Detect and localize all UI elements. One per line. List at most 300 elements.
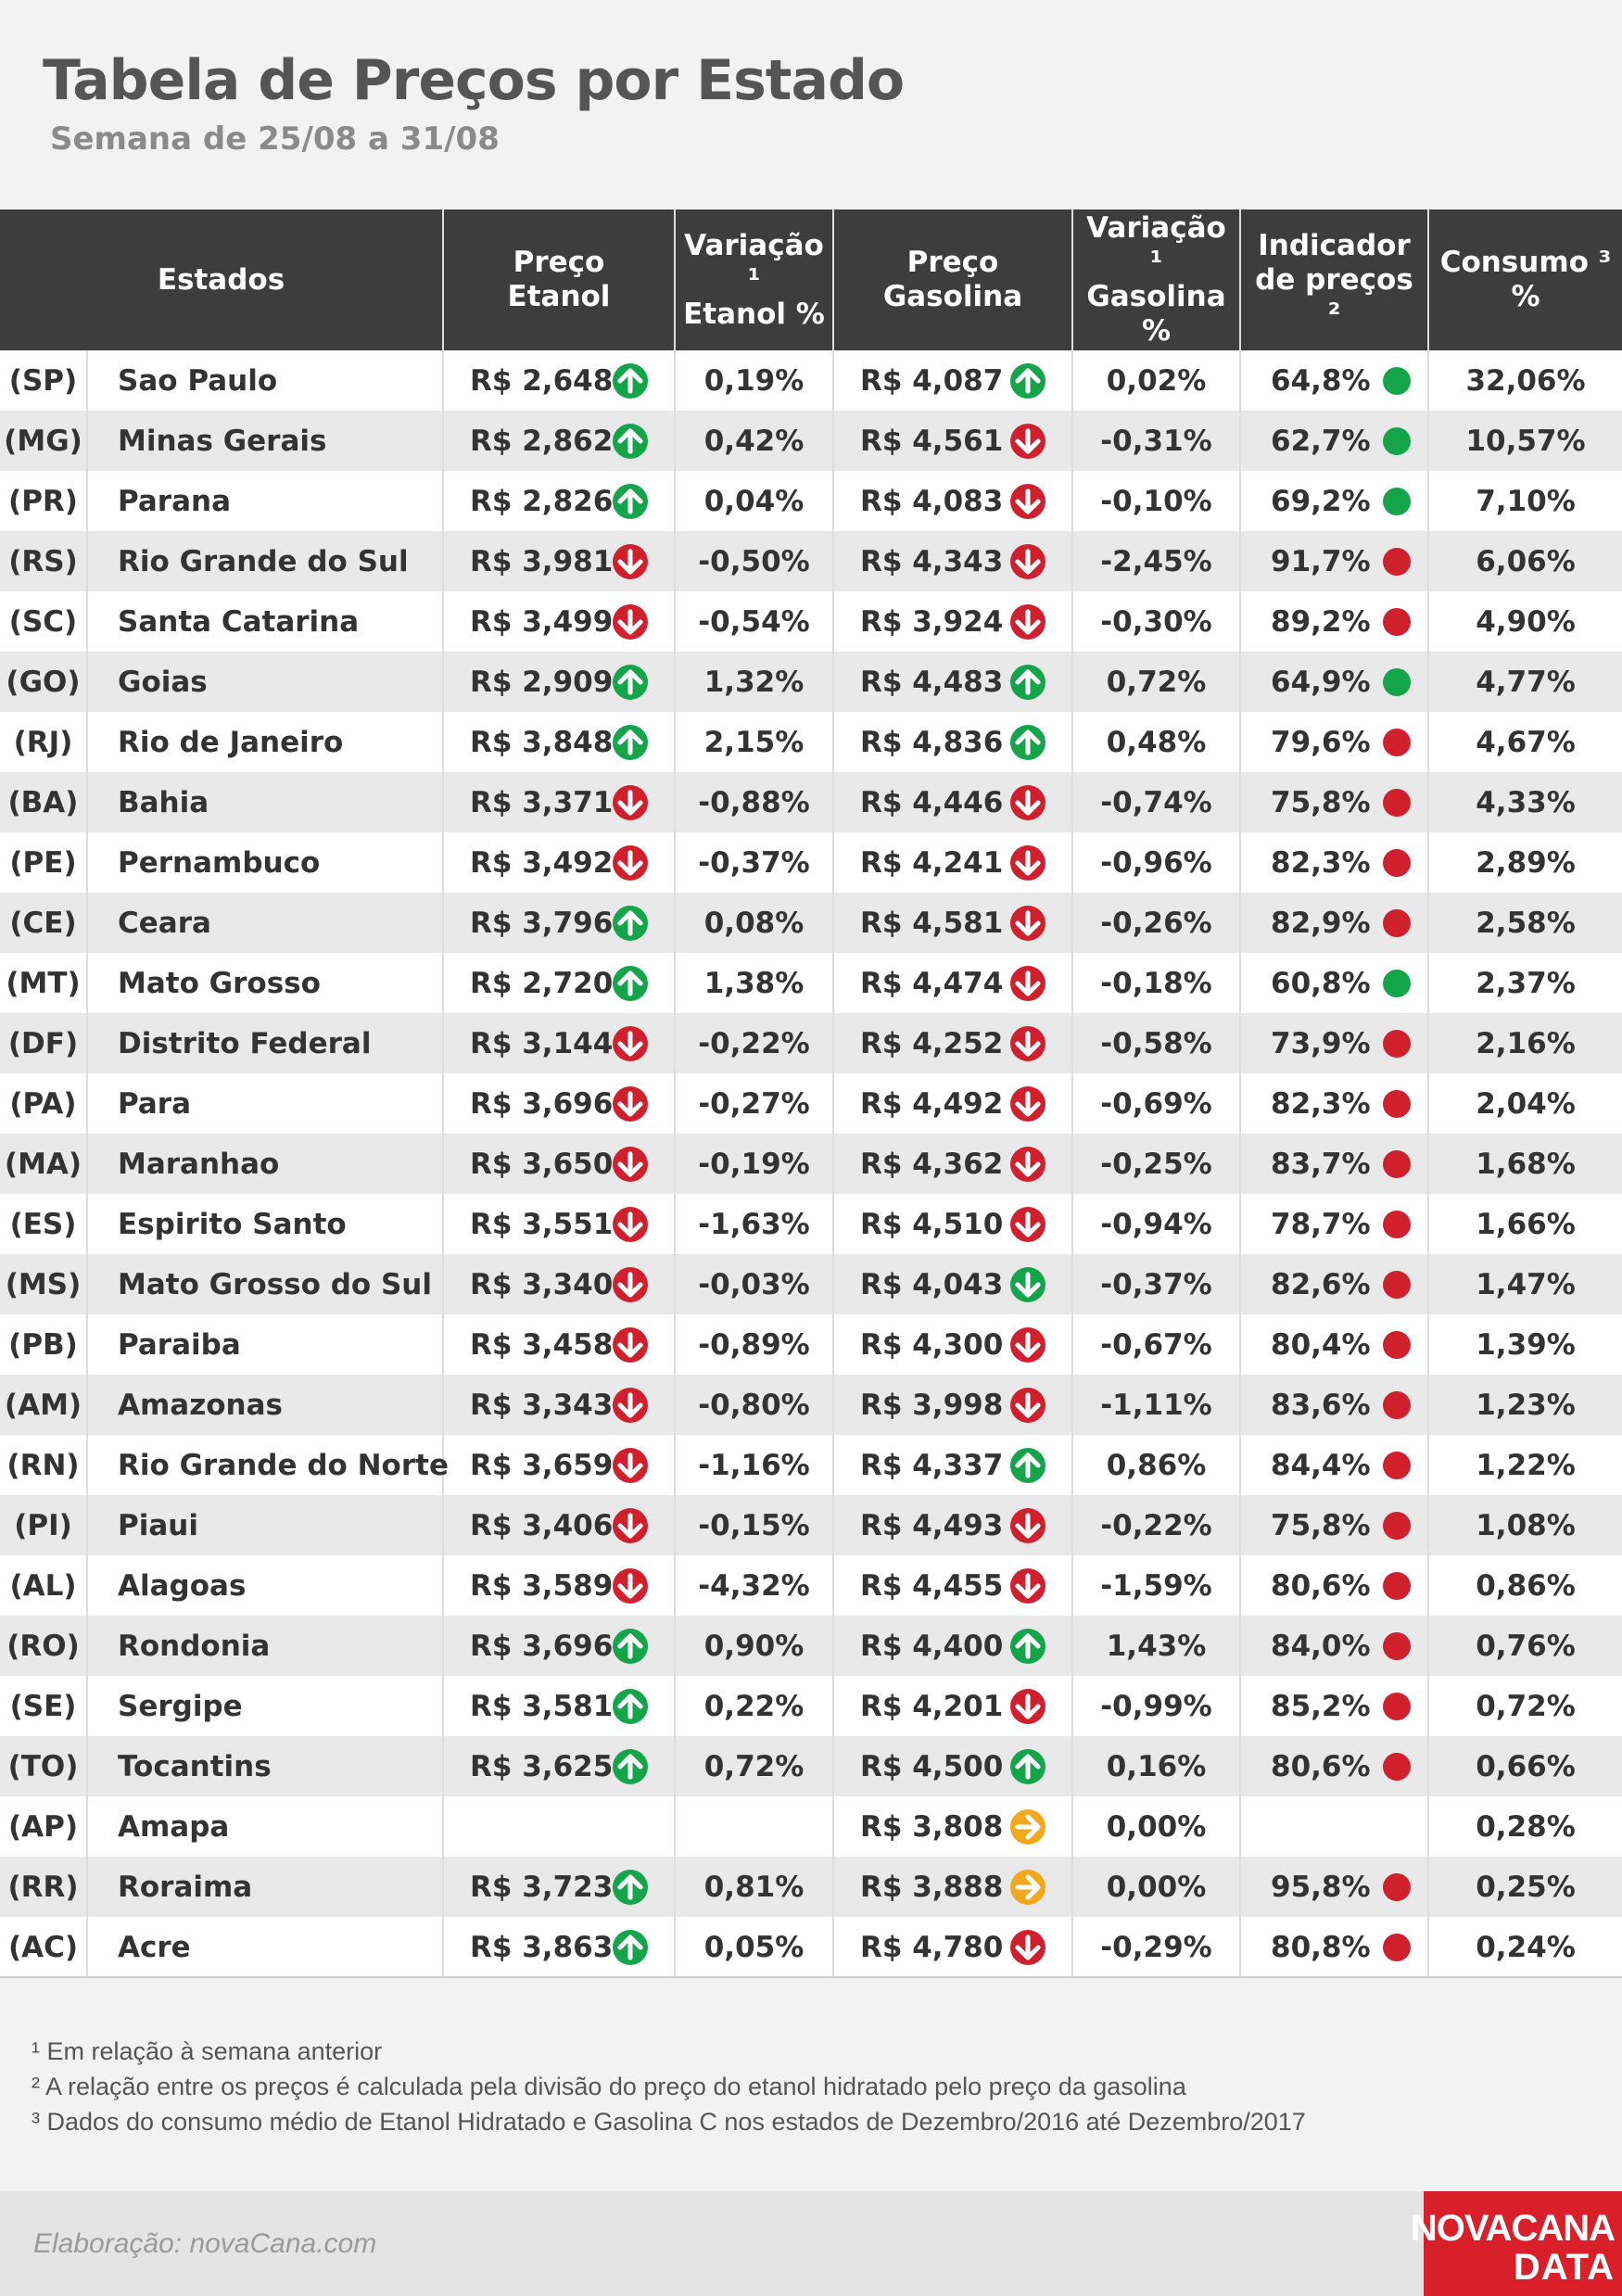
etanol-price: R$ 3,723 <box>470 1870 614 1904</box>
gasolina-price-wrap <box>834 1026 1071 1061</box>
price-indicator-cell <box>1240 953 1428 1013</box>
price-indicator-wrap <box>1241 425 1427 458</box>
gasolina-variation-cell <box>1072 1073 1240 1134</box>
gasolina-variation: 0,00% <box>1106 1870 1207 1904</box>
table-row <box>0 1073 1622 1134</box>
gasolina-price-cell <box>833 1495 1072 1555</box>
gasolina-price-cell <box>833 1917 1072 1977</box>
state-code: (DF) <box>7 1026 79 1060</box>
red-dot-icon <box>1383 1331 1411 1359</box>
etanol-variation: -0,88% <box>698 785 810 819</box>
state-name-cell <box>87 652 443 712</box>
logo-line-1: NOVACANA <box>1410 2208 1615 2249</box>
gasolina-price-wrap <box>834 725 1071 760</box>
price-indicator: 64,8% <box>1271 363 1371 398</box>
state-code-cell <box>0 712 87 772</box>
arrow-up-icon <box>613 1689 648 1724</box>
price-indicator-cell <box>1240 1555 1428 1616</box>
gasolina-variation-cell <box>1072 1134 1240 1194</box>
gasolina-price-wrap <box>834 1448 1071 1483</box>
etanol-price-cell <box>443 1917 675 1977</box>
gasolina-variation-cell <box>1072 1013 1240 1073</box>
etanol-variation-cell <box>675 1917 833 1977</box>
state-code: (SC) <box>8 604 78 639</box>
gasolina-price: R$ 3,998 <box>860 1388 1004 1422</box>
red-dot-icon <box>1383 1452 1411 1479</box>
state-name: Amazonas <box>118 1388 283 1422</box>
etanol-price: R$ 3,796 <box>470 906 614 940</box>
price-indicator-wrap <box>1241 1328 1427 1362</box>
consumption-cell <box>1428 471 1622 531</box>
gasolina-variation: -0,58% <box>1100 1026 1212 1060</box>
state-name: Sergipe <box>118 1689 243 1723</box>
etanol-price-wrap <box>444 424 674 459</box>
state-code: (CE) <box>9 906 77 940</box>
gasolina-variation-cell <box>1072 893 1240 953</box>
gasolina-variation-cell <box>1072 953 1240 1013</box>
gasolina-variation: -0,99% <box>1100 1689 1212 1723</box>
etanol-variation-cell <box>675 1857 833 1917</box>
arrow-up-icon <box>613 725 648 760</box>
col-header-var-gasolina: Variação ¹ Gasolina % <box>1072 209 1240 350</box>
gasolina-variation: -0,26% <box>1100 906 1212 940</box>
state-code-cell <box>0 1134 87 1194</box>
table-row <box>0 772 1622 832</box>
red-dot-icon <box>1383 1211 1411 1238</box>
gasolina-price-cell <box>833 1134 1072 1194</box>
consumption-cell <box>1428 832 1622 893</box>
gasolina-variation: 0,72% <box>1106 665 1207 699</box>
state-code-cell <box>0 893 87 953</box>
gasolina-variation-cell <box>1072 1194 1240 1254</box>
red-dot-icon <box>1383 1090 1411 1118</box>
etanol-variation: -0,89% <box>698 1327 810 1362</box>
gasolina-price: R$ 4,400 <box>860 1629 1004 1663</box>
etanol-price-wrap <box>444 1448 674 1483</box>
arrow-down-icon <box>1010 1327 1045 1363</box>
etanol-variation: -0,37% <box>698 845 810 880</box>
col-header-indicador: Indicador de preços ² <box>1240 209 1428 350</box>
consumption: 0,24% <box>1476 1930 1576 1964</box>
price-indicator-wrap <box>1241 1690 1427 1723</box>
etanol-price: R$ 3,863 <box>470 1930 614 1964</box>
state-name: Espirito Santo <box>118 1207 347 1241</box>
price-indicator: 91,7% <box>1271 544 1371 578</box>
price-indicator: 83,6% <box>1271 1388 1371 1422</box>
state-name: Rio de Janeiro <box>118 725 344 759</box>
state-name-cell <box>87 1254 443 1314</box>
state-code: (MS) <box>5 1267 82 1301</box>
gasolina-variation: -0,67% <box>1100 1327 1212 1362</box>
etanol-variation-cell <box>675 1134 833 1194</box>
etanol-price-cell <box>443 893 675 953</box>
table-row <box>0 1013 1622 1073</box>
state-code-cell <box>0 1375 87 1435</box>
state-code: (ES) <box>9 1207 77 1241</box>
arrow-down-icon <box>1010 1207 1045 1242</box>
etanol-variation-cell <box>675 953 833 1013</box>
price-indicator-cell <box>1240 712 1428 772</box>
etanol-price: R$ 2,720 <box>470 966 614 1000</box>
etanol-price-cell <box>443 953 675 1013</box>
etanol-price-wrap <box>444 1629 674 1664</box>
gasolina-price-wrap <box>834 665 1071 700</box>
etanol-price-wrap <box>444 1207 674 1242</box>
etanol-price-wrap <box>444 1147 674 1182</box>
gasolina-price: R$ 4,780 <box>860 1930 1004 1964</box>
arrow-down-icon <box>1010 785 1045 820</box>
col-header-var-etanol: Variação ¹ Etanol % <box>675 209 833 350</box>
etanol-variation: 0,90% <box>703 1629 805 1663</box>
gasolina-price-cell <box>833 712 1072 772</box>
etanol-price-wrap <box>444 1689 674 1724</box>
etanol-price-cell <box>443 832 675 893</box>
gasolina-price-cell <box>833 772 1072 832</box>
arrow-down-icon <box>1010 484 1045 519</box>
etanol-price-cell <box>443 1073 675 1134</box>
price-indicator: 73,9% <box>1271 1026 1371 1060</box>
gasolina-price: R$ 3,924 <box>860 604 1004 639</box>
gasolina-price-wrap <box>834 1629 1071 1664</box>
gasolina-price-wrap <box>834 424 1071 459</box>
gasolina-price-cell <box>833 832 1072 893</box>
gasolina-price: R$ 4,252 <box>860 1026 1004 1060</box>
etanol-variation-cell <box>675 1676 833 1736</box>
etanol-price-cell <box>443 772 675 832</box>
price-indicator-cell <box>1240 1796 1428 1857</box>
state-name-cell <box>87 531 443 591</box>
etanol-price-wrap <box>444 906 674 941</box>
gasolina-variation-cell <box>1072 832 1240 893</box>
table-header-row <box>0 209 1622 350</box>
divider <box>0 1976 1622 1978</box>
price-indicator-cell <box>1240 1917 1428 1977</box>
price-indicator-cell <box>1240 1194 1428 1254</box>
state-name-cell <box>87 832 443 893</box>
state-name-cell <box>87 1134 443 1194</box>
consumption: 2,58% <box>1476 906 1576 940</box>
table-body <box>0 350 1622 1977</box>
gasolina-price: R$ 4,337 <box>860 1448 1004 1482</box>
state-code: (BA) <box>7 785 79 819</box>
state-code-cell <box>0 350 87 411</box>
state-code-cell <box>0 1796 87 1857</box>
consumption-cell <box>1428 1435 1622 1495</box>
state-name: Paraiba <box>118 1327 241 1362</box>
logo-line-2: DATA <box>1513 2247 1615 2288</box>
state-name: Santa Catarina <box>118 604 360 639</box>
state-code: (MT) <box>6 966 81 1000</box>
gasolina-variation: -0,69% <box>1100 1086 1212 1121</box>
arrow-up-icon <box>613 1629 648 1664</box>
etanol-variation-cell <box>675 832 833 893</box>
price-indicator-cell <box>1240 1435 1428 1495</box>
state-code: (MG) <box>4 424 82 458</box>
state-name: Rondonia <box>118 1629 271 1663</box>
red-dot-icon <box>1383 1632 1411 1660</box>
consumption: 7,10% <box>1476 484 1576 518</box>
etanol-price: R$ 3,406 <box>470 1508 614 1542</box>
arrow-down-icon <box>613 785 648 820</box>
etanol-price-cell <box>443 1134 675 1194</box>
etanol-price: R$ 3,371 <box>470 785 614 819</box>
consumption-cell <box>1428 1495 1622 1555</box>
state-code: (SP) <box>8 363 78 398</box>
gasolina-price-wrap <box>834 1689 1071 1724</box>
green-dot-icon <box>1383 668 1411 696</box>
arrow-down-icon <box>1010 1026 1045 1061</box>
table-row <box>0 953 1622 1013</box>
state-name-cell <box>87 712 443 772</box>
etanol-variation-cell <box>675 1555 833 1616</box>
state-code-cell <box>0 1555 87 1616</box>
price-indicator-wrap <box>1241 1871 1427 1904</box>
consumption-cell <box>1428 1857 1622 1917</box>
etanol-variation: 1,38% <box>703 966 805 1000</box>
consumption-cell <box>1428 1917 1622 1977</box>
gasolina-price-cell <box>833 652 1072 712</box>
etanol-price: R$ 2,909 <box>470 665 614 699</box>
price-indicator-cell <box>1240 531 1428 591</box>
arrow-up-icon <box>613 906 648 941</box>
state-code-cell <box>0 1194 87 1254</box>
red-dot-icon <box>1383 1693 1411 1720</box>
green-dot-icon <box>1383 488 1411 515</box>
state-code: (RR) <box>7 1870 79 1904</box>
consumption: 0,66% <box>1476 1749 1576 1783</box>
price-indicator-cell <box>1240 411 1428 471</box>
price-indicator-cell <box>1240 1676 1428 1736</box>
consumption: 1,23% <box>1476 1388 1576 1422</box>
consumption: 0,86% <box>1476 1568 1576 1603</box>
consumption: 2,89% <box>1476 845 1576 880</box>
consumption-cell <box>1428 591 1622 652</box>
novacana-logo <box>1410 2191 1622 2296</box>
state-code: (PI) <box>14 1508 72 1542</box>
gasolina-variation: -0,22% <box>1100 1508 1212 1542</box>
etanol-variation: 1,32% <box>703 665 805 699</box>
etanol-variation-cell <box>675 1073 833 1134</box>
etanol-variation-cell <box>675 1314 833 1375</box>
consumption-cell <box>1428 1616 1622 1676</box>
etanol-variation: -0,03% <box>698 1267 810 1301</box>
consumption-cell <box>1428 350 1622 411</box>
price-indicator-wrap <box>1241 846 1427 880</box>
etanol-price-wrap <box>444 785 674 820</box>
consumption-cell <box>1428 1134 1622 1194</box>
gasolina-price: R$ 4,455 <box>860 1568 1004 1603</box>
etanol-price-wrap <box>444 1870 674 1905</box>
etanol-variation-cell <box>675 1194 833 1254</box>
price-indicator-cell <box>1240 1134 1428 1194</box>
state-code-cell <box>0 1495 87 1555</box>
state-code: (RN) <box>6 1448 80 1482</box>
consumption: 4,90% <box>1476 604 1576 639</box>
arrow-down-icon <box>1010 845 1045 881</box>
price-indicator: 82,9% <box>1271 906 1371 940</box>
arrow-down-icon <box>613 1147 648 1182</box>
etanol-price-cell <box>443 1796 675 1857</box>
arrow-down-icon <box>1010 1086 1045 1122</box>
price-indicator-wrap <box>1241 1509 1427 1542</box>
state-name-cell <box>87 471 443 531</box>
etanol-variation: 0,04% <box>703 484 805 518</box>
table-row <box>0 893 1622 953</box>
price-indicator-cell <box>1240 1495 1428 1555</box>
gasolina-price-wrap <box>834 1327 1071 1363</box>
gasolina-price-wrap <box>834 363 1071 399</box>
consumption-cell <box>1428 1736 1622 1796</box>
etanol-variation-cell <box>675 1013 833 1073</box>
gasolina-price-wrap <box>834 1086 1071 1122</box>
table-row <box>0 1134 1622 1194</box>
etanol-price-cell <box>443 1375 675 1435</box>
etanol-variation: 0,19% <box>703 363 805 398</box>
etanol-price-wrap <box>444 966 674 1001</box>
state-name-cell <box>87 1555 443 1616</box>
state-name-cell <box>87 1314 443 1375</box>
price-indicator: 95,8% <box>1271 1870 1371 1904</box>
consumption-cell <box>1428 1194 1622 1254</box>
price-indicator: 80,4% <box>1271 1327 1371 1362</box>
gasolina-price-cell <box>833 591 1072 652</box>
table-row <box>0 712 1622 772</box>
price-indicator: 80,6% <box>1271 1568 1371 1603</box>
etanol-variation: -0,50% <box>698 544 810 578</box>
price-indicator: 80,6% <box>1271 1749 1371 1783</box>
etanol-price-cell <box>443 591 675 652</box>
state-code-cell <box>0 1013 87 1073</box>
footnote-2: ² A relação entre os preços é calculada pela divisão do preço do etanol hidratado pelo preço da gasolina <box>32 2073 1186 2100</box>
arrow-down-icon <box>613 1508 648 1543</box>
gasolina-price: R$ 4,241 <box>860 845 1004 880</box>
etanol-variation-cell <box>675 591 833 652</box>
gasolina-price-cell <box>833 1676 1072 1736</box>
gasolina-price-wrap <box>834 1870 1071 1905</box>
red-dot-icon <box>1383 608 1411 636</box>
consumption-cell <box>1428 1254 1622 1314</box>
etanol-price-cell <box>443 1194 675 1254</box>
arrow-down-icon <box>613 845 648 881</box>
gasolina-variation-cell <box>1072 1917 1240 1977</box>
red-dot-icon <box>1383 1753 1411 1781</box>
state-name-cell <box>87 591 443 652</box>
etanol-price-cell <box>443 1314 675 1375</box>
state-code-cell <box>0 953 87 1013</box>
state-code-cell <box>0 1857 87 1917</box>
state-name: Maranhao <box>118 1147 280 1181</box>
etanol-price: R$ 2,648 <box>470 363 614 398</box>
etanol-variation-cell <box>675 1736 833 1796</box>
col-header-consumo: Consumo ³ % <box>1428 209 1622 350</box>
state-name-cell <box>87 1013 443 1073</box>
gasolina-variation: 0,48% <box>1106 725 1207 759</box>
green-dot-icon <box>1383 367 1411 395</box>
gasolina-price-wrap <box>834 1147 1071 1182</box>
arrow-right-icon <box>1010 1870 1045 1905</box>
price-indicator: 69,2% <box>1271 484 1371 518</box>
gasolina-price: R$ 4,492 <box>860 1086 1004 1121</box>
price-indicator-wrap <box>1241 1449 1427 1482</box>
etanol-price: R$ 2,862 <box>470 424 614 458</box>
etanol-price-cell <box>443 1254 675 1314</box>
consumption: 32,06% <box>1465 363 1586 398</box>
price-indicator: 82,3% <box>1271 845 1371 880</box>
etanol-price: R$ 3,144 <box>470 1026 614 1060</box>
consumption-cell <box>1428 1676 1622 1736</box>
price-indicator-wrap <box>1241 1931 1427 1964</box>
price-indicator-cell <box>1240 591 1428 652</box>
etanol-price: R$ 3,696 <box>470 1629 614 1663</box>
arrow-down-icon <box>613 1026 648 1061</box>
price-indicator: 62,7% <box>1271 424 1371 458</box>
state-name-cell <box>87 1073 443 1134</box>
arrow-down-icon <box>1010 604 1045 640</box>
etanol-variation: -0,80% <box>698 1388 810 1422</box>
consumption: 4,33% <box>1476 785 1576 819</box>
gasolina-price-wrap <box>834 544 1071 579</box>
consumption: 0,72% <box>1476 1689 1576 1723</box>
table-row <box>0 832 1622 893</box>
etanol-price-wrap <box>444 363 674 399</box>
state-code-cell <box>0 652 87 712</box>
gasolina-variation-cell <box>1072 712 1240 772</box>
gasolina-variation-cell <box>1072 591 1240 652</box>
arrow-up-icon <box>613 1749 648 1784</box>
consumption: 1,47% <box>1476 1267 1576 1301</box>
state-code: (AC) <box>7 1930 79 1964</box>
state-name: Sao Paulo <box>118 363 278 398</box>
page-subtitle: Semana de 25/08 a 31/08 <box>50 121 500 158</box>
state-code-cell <box>0 591 87 652</box>
gasolina-price: R$ 4,510 <box>860 1207 1004 1241</box>
price-indicator-wrap <box>1241 726 1427 759</box>
price-indicator-wrap <box>1241 545 1427 578</box>
etanol-price-cell <box>443 1736 675 1796</box>
red-dot-icon <box>1383 1391 1411 1419</box>
gasolina-price-cell <box>833 1194 1072 1254</box>
arrow-down-icon <box>1010 1388 1045 1423</box>
etanol-price-cell <box>443 411 675 471</box>
etanol-variation-cell <box>675 652 833 712</box>
price-indicator-wrap <box>1241 1389 1427 1422</box>
consumption: 0,76% <box>1476 1629 1576 1663</box>
etanol-variation-cell <box>675 350 833 411</box>
etanol-price-wrap <box>444 1086 674 1122</box>
price-indicator: 75,8% <box>1271 1508 1371 1542</box>
state-code-cell <box>0 832 87 893</box>
etanol-price: R$ 3,650 <box>470 1147 614 1181</box>
etanol-variation: -0,54% <box>698 604 810 639</box>
price-indicator: 78,7% <box>1271 1207 1371 1241</box>
state-name: Roraima <box>118 1870 253 1904</box>
etanol-price-cell <box>443 1013 675 1073</box>
price-indicator-wrap <box>1241 1087 1427 1121</box>
consumption: 10,57% <box>1465 424 1586 458</box>
gasolina-variation-cell <box>1072 772 1240 832</box>
etanol-price: R$ 3,343 <box>470 1388 614 1422</box>
etanol-price-cell <box>443 350 675 411</box>
page-title: Tabela de Preços por Estado <box>43 48 905 113</box>
gasolina-variation: -0,10% <box>1100 484 1212 518</box>
price-indicator-wrap <box>1241 666 1427 699</box>
etanol-variation-cell <box>675 893 833 953</box>
arrow-up-icon <box>1010 725 1045 760</box>
table-row <box>0 1375 1622 1435</box>
table-row <box>0 1676 1622 1736</box>
etanol-price: R$ 3,696 <box>470 1086 614 1121</box>
consumption: 1,22% <box>1476 1448 1576 1482</box>
